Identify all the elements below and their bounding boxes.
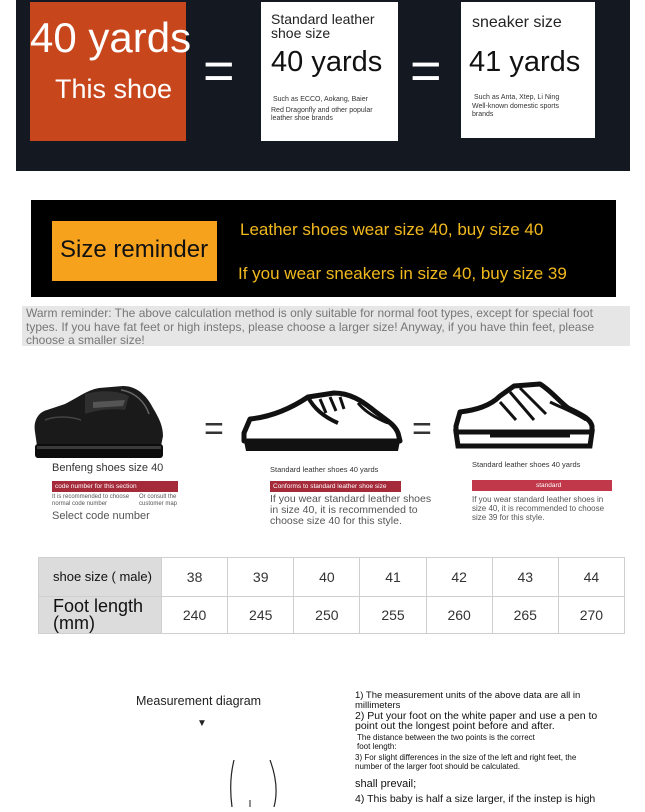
note-measure: 2) Put your foot on the white paper and use a pen to point out the longest point before and after. xyxy=(355,710,598,732)
product-code-bar xyxy=(52,481,178,492)
note-distance: The distance between the two points is the correct foot length: xyxy=(357,733,535,751)
foot-length-header: Foot length (mm) xyxy=(39,597,162,634)
sneaker-caption: Standard leather shoes 40 yards xyxy=(472,460,581,469)
note-prevail: shall prevail; xyxy=(355,778,417,790)
sneaker-card-title: sneaker size xyxy=(472,14,562,31)
table-row xyxy=(39,558,625,597)
reminder-leather-line: Leather shoes wear size 40, buy size 40 xyxy=(240,220,544,239)
sneaker-recommend-text: If you wear standard leather shoes in size 40, it is recommended to choose size 39 for this style. xyxy=(472,495,605,522)
product-code-bar-text: code number for this section xyxy=(55,483,137,490)
foot-outline xyxy=(210,760,310,807)
length-cell: 265 xyxy=(492,597,558,634)
length-cell: 250 xyxy=(294,597,360,634)
leather-size-card xyxy=(261,2,398,141)
sneaker-size-card xyxy=(461,2,595,138)
measurement-diagram-title: Measurement diagram xyxy=(136,694,262,708)
sneaker-standard-bar xyxy=(472,480,612,491)
leather-card-title: Standard leather shoe size xyxy=(271,11,375,41)
size-table xyxy=(38,557,625,634)
product-shoe-photo xyxy=(25,380,167,466)
equals-sign: = xyxy=(203,41,235,101)
length-cell: 255 xyxy=(360,597,426,634)
sneaker-card-size: 41 yards xyxy=(469,46,581,78)
warm-reminder-text: Warm reminder: The above calculation method is only suitable for normal foot types, except for special foot types. If you have fat feet or high insteps, please choose a larger size! Anyway, if you have thin feet, please choose a smaller size! xyxy=(26,306,595,347)
down-arrow-icon: ▼ xyxy=(197,718,207,729)
leather-card-brands: Such as ECCO, Aokang, Baier xyxy=(273,96,368,103)
table-row xyxy=(39,597,625,634)
leather-card-size: 40 yards xyxy=(271,46,383,78)
shoe-size-header: shoe size ( male) xyxy=(39,558,162,597)
this-shoe-size: 40 yards xyxy=(30,14,192,61)
leather-conforms-bar-text: Conforms to standard leather shoe size xyxy=(273,483,387,490)
product-note-recommend: It is recommended to choose normal code number xyxy=(52,494,130,507)
product-note-consult: Or consult the customer map xyxy=(139,494,178,507)
sneaker-standard-bar-text: standard xyxy=(536,482,562,489)
leather-recommend-text: If you wear standard leather shoes in size 40, it is recommended to choose size 40 for this style. xyxy=(270,493,432,527)
leather-conforms-bar xyxy=(270,481,401,492)
select-code-number: Select code number xyxy=(52,510,150,522)
leather-shoe-outline xyxy=(238,383,404,461)
size-reminder-title: Size reminder xyxy=(60,236,209,263)
size-cell: 40 xyxy=(294,558,360,597)
length-cell: 240 xyxy=(162,597,228,634)
size-cell: 38 xyxy=(162,558,228,597)
length-cell: 270 xyxy=(558,597,624,634)
sneaker-card-brands-more: Well-known domestic sports brands xyxy=(472,103,560,118)
length-cell: 245 xyxy=(228,597,294,634)
leather-card-brands-more: Red Dragonfly and other popular leather shoe brands xyxy=(271,107,373,122)
equals-sign: = xyxy=(412,410,432,448)
product-caption: Benfeng shoes size 40 xyxy=(52,462,164,474)
length-cell: 260 xyxy=(426,597,492,634)
this-shoe-label: This shoe xyxy=(55,74,173,104)
leather-caption: Standard leather shoes 40 yards xyxy=(270,465,379,474)
sneaker-outline xyxy=(450,380,598,452)
size-cell: 41 xyxy=(360,558,426,597)
size-cell: 44 xyxy=(558,558,624,597)
size-cell: 42 xyxy=(426,558,492,597)
size-cell: 39 xyxy=(228,558,294,597)
note-feet-difference: 3) For slight differences in the size of the left and right feet, the number of the larger foot should be calculated. xyxy=(355,753,577,771)
reminder-sneaker-line: If you wear sneakers in size 40, buy size 39 xyxy=(238,264,567,283)
note-half-size: 4) This baby is half a size larger, if the instep is high xyxy=(355,793,596,805)
equals-sign: = xyxy=(204,410,224,448)
size-cell: 43 xyxy=(492,558,558,597)
note-units: 1) The measurement units of the above data are all in millimeters xyxy=(355,690,581,711)
sneaker-card-brands: Such as Anta, Xtep, Li Ning xyxy=(474,94,560,101)
equals-sign: = xyxy=(410,41,442,101)
